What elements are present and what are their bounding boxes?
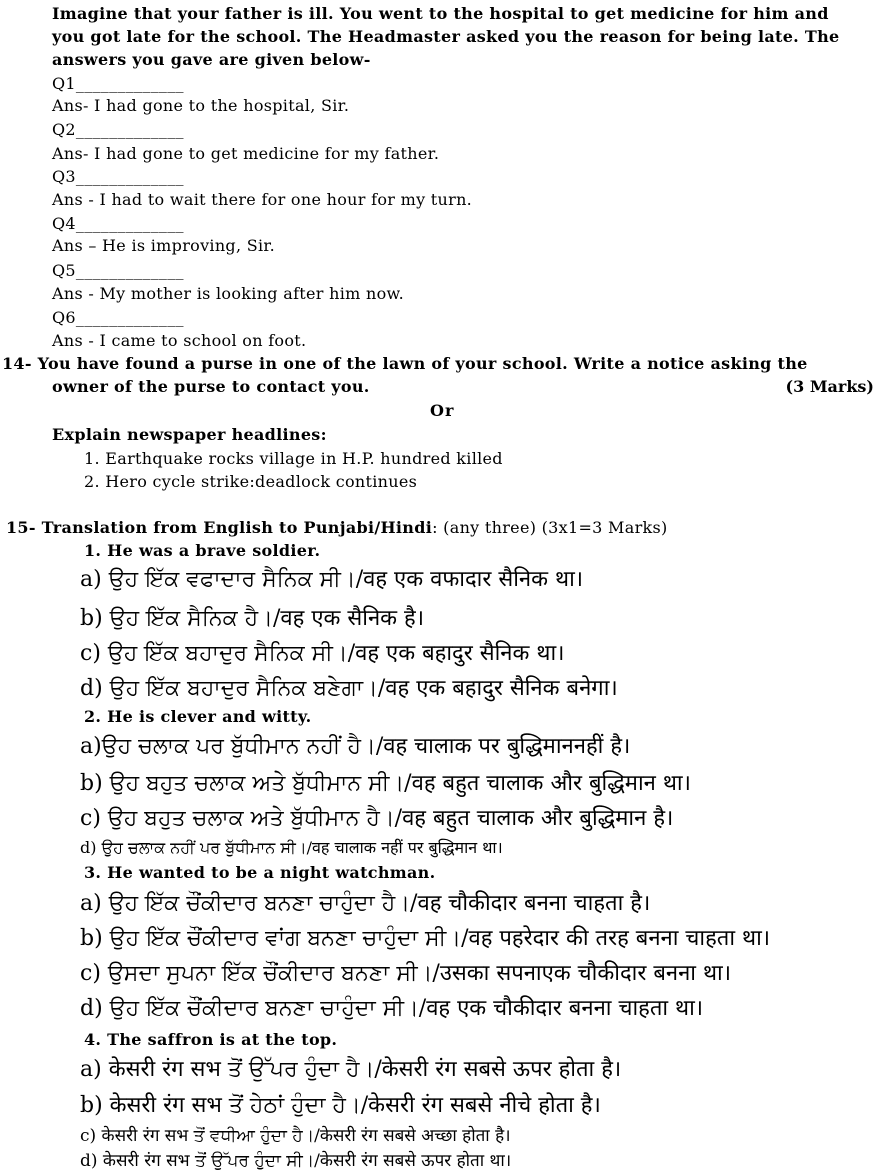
option-2a: a)ਉਹ ਚਲਾਕ ਪਰ ਬੁੱਧੀਮਾਨ ਨਹੀਂ ਹੈ।/वह चालाक पर बुद्धिमाननहीं है। [80, 734, 631, 759]
option-1b: b) ਉਹ ਇੱਕ ਸੈਨਿਕ ਹੈ।/वह एक सैनिक है। [80, 606, 425, 631]
translation-sentence-2: 2. He is clever and witty. [84, 707, 312, 726]
q14-line-1: 14- You have found a purse in one of the lawn of your school. Write a notice asking the [2, 354, 808, 373]
option-1a: a) ਉਹ ਇੱਕ ਵਫਾਦਾਰ ਸੈਨਿਕ ਸੀ।/वह एक वफादार सैनिक था। [80, 567, 584, 592]
answer-2: Ans- I had gone to get medicine for my father. [52, 144, 440, 163]
answer-3: Ans - I had to wait there for one hour for my turn. [52, 190, 473, 209]
question-blank-5: Q5_____________ [52, 261, 184, 280]
headline-item-2: 2. Hero cycle strike:deadlock continues [84, 472, 418, 491]
q15-title [6, 518, 668, 538]
option-4d: d) केसरी रंग सभ ਤੋਂ ਉੱਪਰ ਹੁੰਦਾ ਸੀ।/केसरी रंग सबसे ऊपर होता था। [80, 1151, 512, 1171]
option-3a: a) ਉਹ ਇੱਕ ਚੌਂਕੀਦਾਰ ਬਨਣਾ ਚਾਹੁੰਦਾ ਹੈ।/वह चौकीदार बनना चाहता है। [80, 891, 651, 916]
option-3b: b) ਉਹ ਇੱਕ ਚੌਂਕੀਦਾਰ ਵਾਂਗ ਬਨਣਾ ਚਾਹੁੰਦਾ ਸੀ।/वह पहरेदार की तरह बनना चाहता था। [80, 926, 771, 951]
answer-4: Ans – He is improving, Sir. [52, 236, 276, 255]
q14-marks: (3 Marks) [785, 377, 874, 396]
option-2c: c) ਉਹ ਬਹੁਤ ਚਲਾਕ ਅਤੇ ਬੁੱਧੀਮਾਨ ਹੈ।/वह बहुत चालाक और बुद्धिमान है। [80, 806, 674, 831]
or-separator: Or [430, 401, 455, 420]
answer-5: Ans - My mother is looking after him now. [52, 284, 405, 303]
option-1d: d) ਉਹ ਇੱਕ ਬਹਾਦੁਰ ਸੈਨਿਕ ਬਣੇਗਾ।/वह एक बहादुर सैनिक बनेगा। [80, 676, 618, 701]
q15-title-rest: : (any three) (3x1=3 Marks) [432, 518, 668, 537]
question-blank-3: Q3_____________ [52, 167, 184, 186]
translation-sentence-3: 3. He wanted to be a night watchman. [84, 863, 436, 882]
q15-title-bold: 15- Translation from English to Punjabi/Hindi [6, 518, 433, 537]
q14-line-2: owner of the purse to contact you. [52, 377, 370, 396]
question-blank-6: Q6_____________ [52, 308, 184, 327]
option-4b: b) केसरी रंग सभ ਤੋਂ ਹੇਠਾਂ ਹੁੰਦਾ ਹੈ।/केसरी रंग सबसे नीचे होता है। [80, 1093, 601, 1118]
option-2d: d) ਉਹ ਚਲਾਕ ਨਹੀਂ ਪਰ ਬੁੱਧੀਮਾਨ ਸੀ।/वह चालाक नहीं पर बुद्धिमान था। [80, 838, 503, 857]
intro-line-2: you got late for the school. The Headmaster asked you the reason for being late. The [52, 27, 840, 46]
answer-6: Ans - I came to school on foot. [52, 331, 307, 350]
option-2b: b) ਉਹ ਬਹੁਤ ਚਲਾਕ ਅਤੇ ਬੁੱਧੀਮਾਨ ਸੀ।/वह बहुत चालाक और बुद्धिमान था। [80, 771, 691, 796]
option-3d: d) ਉਹ ਇੱਕ ਚੌਂਕੀਦਾਰ ਬਨਣਾ ਚਾਹੁੰਦਾ ਸੀ।/वह एक चौकीदार बनना चाहता था। [80, 996, 704, 1021]
translation-sentence-4: 4. The saffron is at the top. [84, 1030, 338, 1049]
option-3c: c) ਉਸਦਾ ਸੁਪਨਾ ਇੱਕ ਚੌਂਕੀਦਾਰ ਬਨਣਾ ਸੀ।/उसका सपनाएक चौकीदार बनना था। [80, 961, 732, 986]
question-blank-4: Q4_____________ [52, 214, 184, 233]
intro-line-1: Imagine that your father is ill. You went to the hospital to get medicine for him and [52, 4, 829, 23]
headlines-title: Explain newspaper headlines: [52, 425, 327, 444]
question-blank-1: Q1_____________ [52, 74, 184, 93]
headline-item-1: 1. Earthquake rocks village in H.P. hundred killed [84, 449, 503, 468]
option-4a: a) केसरी रंग सभ ਤੋਂ ਉੱਪਰ ਹੁੰਦਾ ਹੈ।/केसरी रंग सबसे ऊपर होता है। [80, 1057, 622, 1082]
translation-sentence-1: 1. He was a brave soldier. [84, 541, 321, 560]
option-1c: c) ਉਹ ਇੱਕ ਬਹਾਦੁਰ ਸੈਨਿਕ ਸੀ।/वह एक बहादुर सैनिक था। [80, 641, 565, 666]
question-blank-2: Q2_____________ [52, 120, 184, 139]
answer-1: Ans- I had gone to the hospital, Sir. [52, 96, 350, 115]
intro-line-3: answers you gave are given below- [52, 50, 371, 69]
option-4c: c) केसरी रंग सभ ਤੋਂ ਵਧੀਆ ਹੁੰਦਾ ਹੈ।/केसरी रंग सबसे अच्छा होता है। [80, 1126, 511, 1146]
